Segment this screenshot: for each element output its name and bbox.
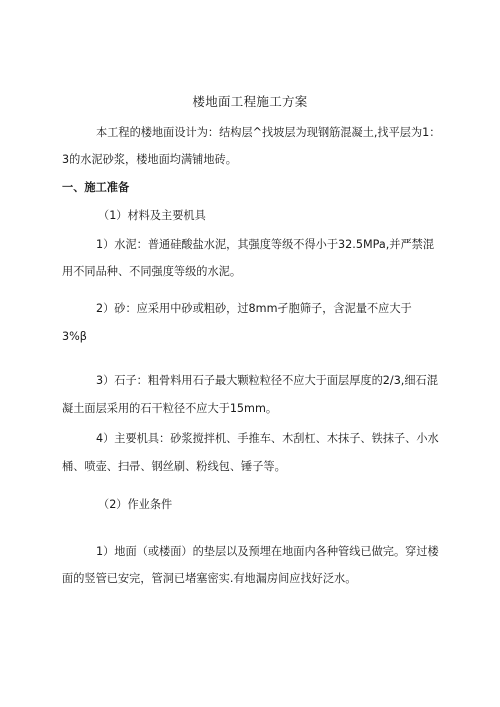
item-stone-line-2: 凝土面层采用的石干粒径不应大于15mm。 (62, 402, 278, 415)
subheading-materials-tools: （1）材料及主要机具 (98, 209, 206, 222)
item-tools-line-1: 4）主要机具：砂浆搅拌机、手推车、木刮杠、木抹子、铁抹子、小水 (96, 432, 439, 445)
item-cement-line-1: 1）水泥：普通硅酸盐水泥，其强度等级不得小于32.5MPa,并严禁混 (96, 238, 435, 251)
section-heading-preparation: 一、施工准备 (62, 181, 130, 194)
paragraph-intro-line-1: 本工程的楼地面设计为：结构层^找坡层为现钢筋混凝土,找平层为1： (96, 126, 441, 139)
item-sand-line-1: 2）砂：应采用中砂或粗砂，过8mm孑胞筛子，含泥量不应大于 (96, 302, 412, 315)
item-conditions-line-1: 1）地面（或楼面）的垫层以及预埋在地面内各种管线已做完。穿过楼 (96, 545, 439, 558)
item-cement-line-2: 用不同品种、不同强度等级的水泥。 (62, 265, 242, 278)
document-title: 楼地面工程施工方案 (192, 94, 308, 109)
item-sand-line-2: 3%β (62, 330, 87, 343)
item-tools-line-2: 桶、喷壶、扫帚、钢丝刷、粉线包、锤子等。 (62, 460, 286, 473)
paragraph-intro-line-2: 3的水泥砂浆，楼地面均满铺地砖。 (62, 153, 237, 166)
subheading-work-conditions: （2）作业条件 (98, 498, 173, 511)
item-conditions-line-2: 面的竖管已安完，管洞已堵塞密实.有地漏房间应找好泛水。 (62, 572, 357, 585)
item-stone-line-1: 3）石子：粗骨料用石子最大颗粒粒径不应大于面层厚度的2/3,细石混 (96, 374, 438, 387)
